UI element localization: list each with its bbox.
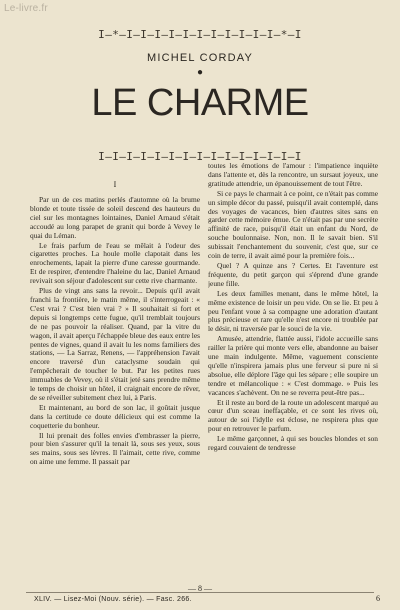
- paragraph: Et il reste au bord de la route un adolescent marqué au cœur d'un sceau ineffaçable, et ce sont les rives où, autour de soi l'idylle est éclose, ne respirera plus que pour en retrouver le parfum.: [208, 397, 378, 434]
- page-number: — 8 —: [188, 584, 212, 593]
- footer-citation: XLIV. — Lisez-Moi (Nouv. série). — Fasc. 266.: [34, 596, 192, 603]
- author-name: MICHEL CORDAY: [146, 52, 254, 64]
- paragraph: toutes les émotions de l'amour : l'impatience inquiète dans l'attente et, dès la rencontre, un sursaut joyeux, une gratitude attendrie, un épanouissement de tout l'être.: [208, 162, 378, 188]
- text-column-left: [30, 196, 200, 582]
- paragraph: Les deux familles menant, dans le même hôtel, la même existence de loisir un peu vide. On se lie. Et peu à peu l'enfant voue à sa compagne une adoration d'autant plus précieuse et rare qu'elle n'est encore ni troublée par le désir, ni traversée par le souci de la vie.: [208, 288, 378, 334]
- watermark: Le-livre.fr: [4, 3, 48, 14]
- bullet-ornament: ●: [196, 67, 204, 78]
- paragraph: Il lui prenait des folles envies d'embrasser la pierre, pour bien s'assurer qu'il la tenait là, sous ses yeux, sous ses mains, sous ses lèvres. Il l'aimait, cette rive, comme on aime une femme. Il passait par: [30, 430, 200, 467]
- paragraph: Et maintenant, au bord de son lac, il goûtait jusque dans la certitude ce doute délicieux qui est comme la coquetterie du bonheur.: [30, 402, 200, 430]
- paragraph: Le même garçonnet, à qui ses boucles blondes et son regard couvaient de tendresse: [208, 434, 378, 453]
- paragraph: Plus de vingt ans sans la revoir... Depuis qu'il avait franchi la frontière, le matin même, il s'interrogeait : « C'est vrai ? C'est bien vrai ? » Il souhaitait si fort et depuis si longtemps cette fugue, qu'il tremblait toujours de ne pas pouvoir la réaliser. Quand, par la vitre du wagon, il avait aperçu l'échappée bleue des eaux entre les pentes de vignes, quand il avait lu les noms familiers des stations, — La Sarraz, Renens, — l'appréhension l'avait encore traversé d'un cataclysme soudain qui l'empêcherait de toucher le but. Par les petites rues immuables de Vevey, où il s'était jeté sans prendre même le temps de choisir un hôtel, il craignait encore de rêver, de se réveiller subitement chez lui, à Paris.: [30, 286, 200, 402]
- corner-mark: 6: [376, 594, 380, 603]
- ornamental-frame-top: I—*—I—I—I—I—I—I—I—I—I—I—I—*—I: [98, 28, 302, 41]
- footer-divider: [26, 592, 374, 593]
- paragraph: Amusée, attendrie, flattée aussi, l'idole accueille sans railler la prière qui monte vers elle, abandonne au baiser une main indulgente. Même, vaguement consciente qu'elle n'inspirera jamais plus une ferveur si pure ni si absolue, elle déplore l'âge qui les sépare ; elle soupire un tendre et mélancolique : « C'est dommage. » Puis les vacances s'achèvent. On ne se reverra peut-être pas...: [208, 334, 378, 397]
- ornamental-frame-bottom: I—I—I—I—I—I—I—I—I—I—I—I—I—I—I: [98, 150, 302, 163]
- story-title: LE CHARME: [91, 82, 309, 124]
- section-number: I: [113, 180, 117, 189]
- text-column-right: [208, 162, 378, 582]
- paragraph: Par un de ces matins perlés d'automne où la brume blonde et toute tissée de soleil descend des hauteurs du ciel sur les montagnes lointaines, Daniel Arnaud s'était accoudé au long parapet de granit qui borde à Vevey le quai du Léman.: [30, 196, 200, 240]
- paragraph: Si ce pays le charmait à ce point, ce n'était pas comme un simple décor du passé, puisqu'il avait contemplé, dans des voyages de vacances, bien d'autres sites sans en garder cette mémoire émue. Ce n'était pas par une secrète affinité de race, puisqu'il était un enfant du Nord, de souche boulonnaise. Non, non. Il le savait bien. S'il subissait l'enchantement du souvenir, c'est que, sur ce coin de terre, il avait aimé pour la première fois...: [208, 188, 378, 261]
- paragraph: Quel ? A quinze ans ? Certes. Et l'aventure est fréquente, du petit garçon qui s'éprend d'une grande jeune fille.: [208, 260, 378, 288]
- paragraph: Le frais parfum de l'eau se mêlait à l'odeur des cigarettes proches. La houle molle clapotait dans les enrochements, lapait la pierre d'une caresse gourmande. Et de respirer, d'entendre l'haleine du lac, Daniel Arnaud revivait son séjour d'adolescent sur cette rive charmante.: [30, 240, 200, 286]
